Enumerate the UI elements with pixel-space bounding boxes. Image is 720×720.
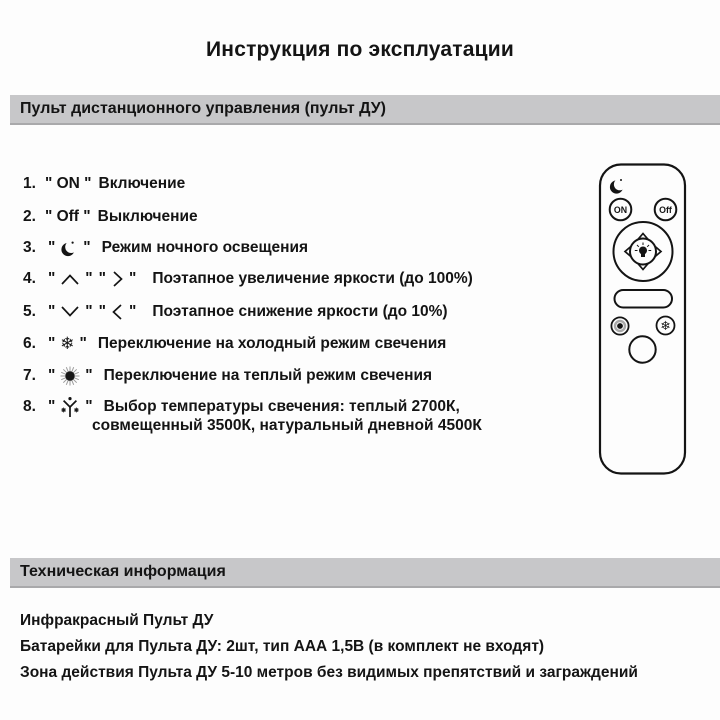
quote-mark: ": [85, 398, 93, 415]
on-label: " ON ": [44, 175, 92, 192]
item-number: 7.: [23, 367, 36, 384]
quote-mark: ": [79, 335, 87, 352]
item-text: Поэтапное увеличение яркости (до 100%): [152, 270, 473, 287]
section-header-tech: [10, 558, 720, 588]
item-text: Переключение на теплый режим свечения: [103, 367, 433, 384]
item-number: 5.: [23, 303, 36, 320]
remote-pill-button: [615, 290, 673, 308]
quote-mark: ": [47, 367, 56, 384]
sun-icon: [60, 366, 80, 386]
list-item-night-mode: [23, 238, 308, 258]
item-number: 8.: [23, 398, 36, 415]
remote-dpad: [614, 222, 673, 281]
item-text: Включение: [98, 175, 186, 192]
quote-mark: ": [47, 303, 56, 320]
tech-line-range: Зона действия Пульта ДУ 5-10 метров без видимых препятствий и заграждений: [20, 664, 638, 681]
quote-mark: ": [98, 303, 107, 320]
item-text-continued: совмещенный 3500К, натуральный дневной 4500К: [92, 417, 482, 434]
item-text: Переключение на холодный режим свечения: [97, 335, 447, 352]
quote-mark: ": [129, 270, 137, 287]
chevron-right-icon: [111, 270, 124, 288]
svg-text:❄: ❄: [660, 317, 671, 333]
section-header-remote-label: Пульт дистанционного управления (пульт ДУ): [20, 100, 386, 117]
page-title: Инструкция по эксплуатации: [206, 38, 514, 61]
item-number: 2.: [23, 208, 36, 225]
item-text: Режим ночного освещения: [101, 239, 309, 256]
list-item-off: [23, 207, 198, 227]
item-text: Выключение: [97, 208, 198, 225]
off-label: " Off ": [44, 208, 91, 225]
list-item-brightness-down: [23, 302, 448, 322]
quote-mark: ": [85, 270, 93, 287]
list-item-cold-mode: [23, 334, 446, 354]
tech-line-ir: Инфракрасный Пульт ДУ: [20, 612, 214, 629]
quote-mark: ": [83, 239, 91, 256]
remote-warm-button: [611, 317, 628, 334]
quote-mark: ": [85, 303, 93, 320]
moon-icon: [60, 239, 78, 257]
item-number: 3.: [23, 239, 36, 256]
remote-on-button: [610, 199, 632, 221]
item-number: 1.: [23, 175, 36, 192]
chevron-down-icon: [60, 305, 80, 319]
remote-cold-button: [657, 317, 675, 335]
svg-text:Off: Off: [659, 205, 672, 215]
remote-control-illustration: [598, 163, 688, 477]
quote-mark: ": [47, 270, 56, 287]
remote-round-button: [629, 336, 655, 362]
quote-mark: ": [47, 398, 56, 415]
quote-mark: ": [98, 270, 107, 287]
svg-text:ON: ON: [613, 205, 628, 215]
item-number: 4.: [23, 270, 36, 287]
section-header-remote: [10, 95, 720, 125]
item-text: Выбор температуры свечения: теплый 2700К,: [103, 398, 460, 415]
list-item-warm-mode: [23, 366, 432, 386]
quote-mark: ": [47, 239, 56, 256]
quote-mark: ": [47, 335, 56, 352]
list-item-temperature-select: [23, 397, 460, 417]
quote-mark: ": [129, 303, 137, 320]
temperature-select-icon: [60, 396, 80, 418]
list-item-on: [23, 174, 185, 194]
chevron-up-icon: [60, 272, 80, 286]
item-text: Поэтапное снижение яркости (до 10%): [152, 303, 448, 320]
snowflake-icon: ❄: [60, 333, 75, 354]
item-number: 6.: [23, 335, 36, 352]
tech-line-batteries: Батарейки для Пульта ДУ: 2шт, тип ААА 1,5В (в комплект не входят): [20, 638, 545, 655]
quote-mark: ": [85, 367, 93, 384]
chevron-left-icon: [111, 303, 124, 321]
list-item-brightness-up: [23, 269, 473, 289]
remote-off-button: [655, 199, 677, 221]
section-header-tech-label: Техническая информация: [20, 563, 226, 580]
